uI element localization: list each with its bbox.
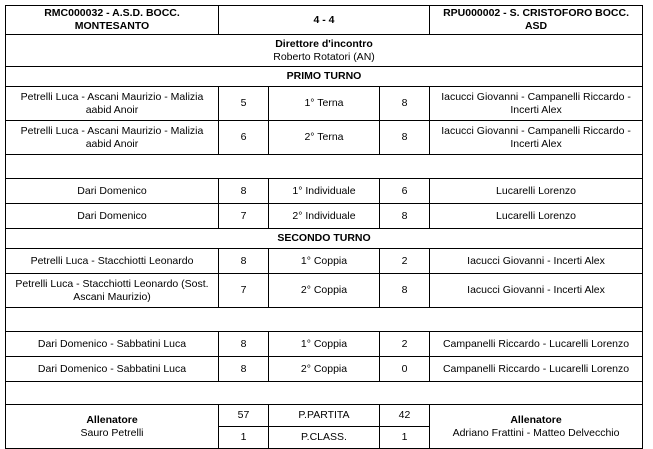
section-row (6, 67, 643, 87)
game-row (6, 274, 643, 308)
home-match-points: 57 (219, 405, 269, 427)
away-score: 6 (380, 179, 430, 204)
away-coach-title: Allenatore (510, 413, 562, 426)
game-row (6, 204, 643, 229)
game-label: 2° Coppia (269, 274, 380, 308)
home-players: Dari Domenico - Sabbatini Luca (6, 332, 219, 357)
game-row (6, 249, 643, 274)
away-players: Iacucci Giovanni - Campanelli Riccardo - Incerti Alex (430, 87, 643, 121)
game-label: 1° Coppia (269, 249, 380, 274)
home-score: 8 (219, 357, 269, 382)
home-score: 8 (219, 249, 269, 274)
home-players: Dari Domenico (6, 179, 219, 204)
home-score: 7 (219, 204, 269, 229)
game-label: 1° Individuale (269, 179, 380, 204)
home-team: RMC000032 - A.S.D. BOCC. MONTESANTO (6, 6, 219, 35)
away-match-points: 42 (380, 405, 430, 427)
class-points-label: P.CLASS. (269, 427, 380, 449)
game-row (6, 357, 643, 382)
home-players: Petrelli Luca - Stacchiotti Leonardo (6, 249, 219, 274)
home-score: 7 (219, 274, 269, 308)
home-coach-cell (6, 405, 219, 449)
away-players: Campanelli Riccardo - Lucarelli Lorenzo (430, 357, 643, 382)
director-title: Direttore d'incontro (275, 37, 373, 50)
home-players: Dari Domenico (6, 204, 219, 229)
match-table (5, 5, 643, 449)
section-title: PRIMO TURNO (6, 67, 643, 87)
away-score: 0 (380, 357, 430, 382)
away-score: 8 (380, 274, 430, 308)
away-score: 8 (380, 204, 430, 229)
match-score: 4 - 4 (219, 6, 430, 35)
game-row (6, 332, 643, 357)
away-players: Lucarelli Lorenzo (430, 179, 643, 204)
director-row (6, 35, 643, 67)
home-coach-title: Allenatore (86, 413, 138, 426)
away-players: Iacucci Giovanni - Incerti Alex (430, 274, 643, 308)
game-label: 2° Coppia (269, 357, 380, 382)
away-score: 8 (380, 121, 430, 155)
away-coach-name: Adriano Frattini - Matteo Delvecchio (452, 426, 620, 439)
game-label: 1° Terna (269, 87, 380, 121)
away-score: 8 (380, 87, 430, 121)
away-score: 2 (380, 332, 430, 357)
spacer-row (6, 382, 643, 405)
away-score: 2 (380, 249, 430, 274)
away-players: Lucarelli Lorenzo (430, 204, 643, 229)
away-players: Iacucci Giovanni - Incerti Alex (430, 249, 643, 274)
game-row (6, 121, 643, 155)
footer-row (6, 405, 643, 427)
spacer-row (6, 308, 643, 332)
home-players: Dari Domenico - Sabbatini Luca (6, 357, 219, 382)
header-row (6, 6, 643, 35)
home-score: 5 (219, 87, 269, 121)
home-score: 6 (219, 121, 269, 155)
section-row (6, 229, 643, 249)
director-name: Roberto Rotatori (AN) (273, 50, 375, 63)
home-players: Petrelli Luca - Ascani Maurizio - Malizia aabid Anoir (6, 121, 219, 155)
game-row (6, 179, 643, 204)
home-coach-name: Sauro Petrelli (80, 426, 144, 439)
home-players: Petrelli Luca - Stacchiotti Leonardo (Sost. Ascani Maurizio) (6, 274, 219, 308)
game-label: 2° Individuale (269, 204, 380, 229)
home-score: 8 (219, 179, 269, 204)
match-points-label: P.PARTITA (269, 405, 380, 427)
director-cell (6, 35, 643, 67)
game-label: 1° Coppia (269, 332, 380, 357)
away-players: Campanelli Riccardo - Lucarelli Lorenzo (430, 332, 643, 357)
home-score: 8 (219, 332, 269, 357)
section-title: SECONDO TURNO (6, 229, 643, 249)
away-coach-cell (430, 405, 643, 449)
away-players: Iacucci Giovanni - Campanelli Riccardo - Incerti Alex (430, 121, 643, 155)
away-class-points: 1 (380, 427, 430, 449)
spacer-row (6, 155, 643, 179)
home-class-points: 1 (219, 427, 269, 449)
home-players: Petrelli Luca - Ascani Maurizio - Malizia aabid Anoir (6, 87, 219, 121)
away-team: RPU000002 - S. CRISTOFORO BOCC. ASD (430, 6, 643, 35)
game-label: 2° Terna (269, 121, 380, 155)
match-report (5, 5, 642, 449)
game-row (6, 87, 643, 121)
